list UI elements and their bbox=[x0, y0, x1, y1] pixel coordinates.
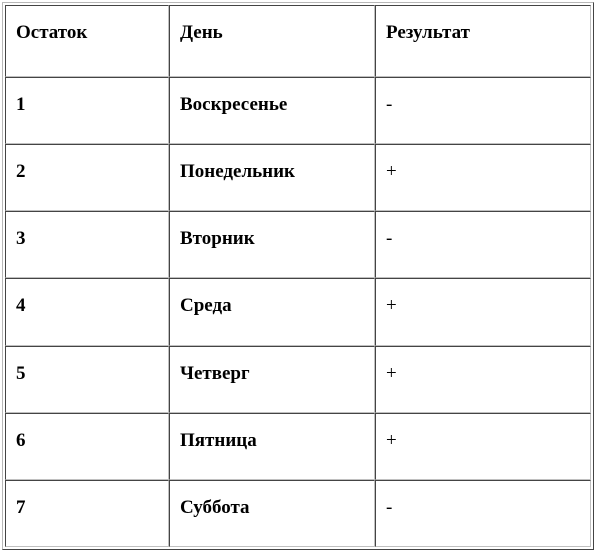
cell-result: - bbox=[375, 77, 591, 144]
cell-result: - bbox=[375, 480, 591, 547]
cell-remainder: 5 bbox=[5, 346, 169, 413]
header-remainder: Остаток bbox=[5, 5, 169, 77]
weekday-table bbox=[5, 5, 591, 547]
cell-result: + bbox=[375, 413, 591, 480]
cell-day: Четверг bbox=[169, 346, 375, 413]
cell-result: + bbox=[375, 144, 591, 211]
cell-day: Суббота bbox=[169, 480, 375, 547]
cell-day: Вторник bbox=[169, 211, 375, 278]
table-header-row bbox=[5, 5, 591, 77]
table-row bbox=[5, 346, 591, 413]
cell-remainder: 4 bbox=[5, 278, 169, 345]
header-result: Результат bbox=[375, 5, 591, 77]
table-row bbox=[5, 278, 591, 345]
table-row bbox=[5, 480, 591, 547]
cell-day: Среда bbox=[169, 278, 375, 345]
cell-day: Воскресенье bbox=[169, 77, 375, 144]
header-day: День bbox=[169, 5, 375, 77]
table-row bbox=[5, 144, 591, 211]
cell-remainder: 6 bbox=[5, 413, 169, 480]
cell-result: + bbox=[375, 278, 591, 345]
table-row bbox=[5, 77, 591, 144]
cell-result: + bbox=[375, 346, 591, 413]
cell-day: Понедельник bbox=[169, 144, 375, 211]
cell-remainder: 7 bbox=[5, 480, 169, 547]
cell-remainder: 3 bbox=[5, 211, 169, 278]
cell-result: - bbox=[375, 211, 591, 278]
weekday-table-frame bbox=[2, 2, 594, 550]
cell-remainder: 2 bbox=[5, 144, 169, 211]
cell-day: Пятница bbox=[169, 413, 375, 480]
table-row bbox=[5, 211, 591, 278]
table-row bbox=[5, 413, 591, 480]
cell-remainder: 1 bbox=[5, 77, 169, 144]
